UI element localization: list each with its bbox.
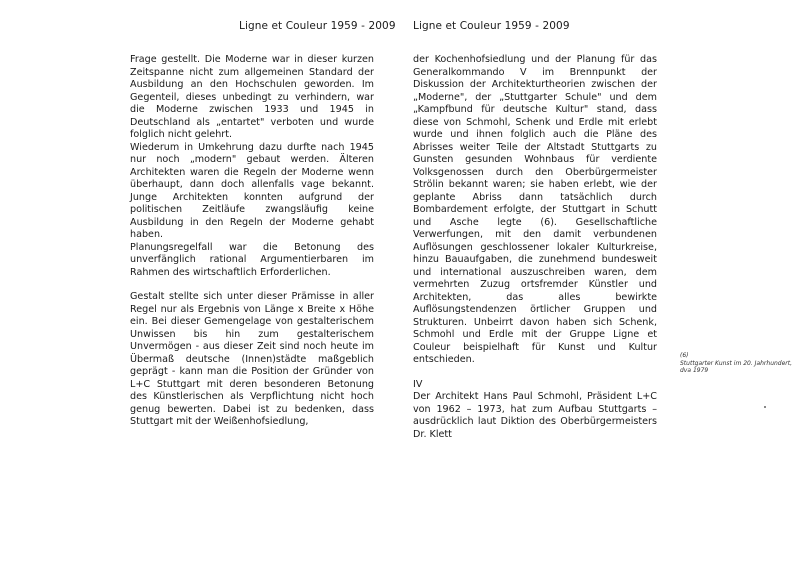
footnote-line: dva 1979 bbox=[680, 367, 709, 374]
paragraph: Der Architekt Hans Paul Schmohl, Präsident L+C von 1962 – 1973, hat zum Aufbau Stuttgarts – ausdrücklich laut Diktion des Oberbürgermeisters Dr. Klett bbox=[413, 391, 657, 440]
running-header-right: Ligne et Couleur 1959 - 2009 bbox=[413, 20, 570, 32]
paragraph: der Kochenhofsiedlung und der Planung für das Generalkommando V im Brennpunkt der Diskussion der Architekturtheorien zwischen der „Moderne", der „Stuttgarter Schule" und dem „Kampfbund für deutsche Kultur" stand, dass diese von Schmohl, Schenk und Erdle mit erlebt wurde und ihnen folglich auch die Pläne des Abrisses weiter Teile der Altstadt Stuttgarts zu Gunsten gesunden Wohnbaus für verdiente Volksgenossen durch den Oberbürgermeister Strölin bekannt waren; sie haben erlebt, wie der geplante Abriss dann tatsächlich durch Bombardement erfolgte, der Stuttgart in Schutt und Asche legte (6). Gesellschaftliche Verwerfungen, mit den damit verbundenen Auflösungen geschlossener lokaler Kulturkreise, hinzu Bauaufgaben, die zunehmend bundesweit und international auszuschreiben waren, dem vermehrten Zuzug ortsfremder Künstler und Architekten, das alles bewirkte Auflösungstendenzen örtlicher Gruppen und Strukturen. Unbeirrt davon haben sich Schenk, Schmohl und Erdle mit der Gruppe Ligne et Couleur beispielhaft für Kunst und Kultur entschieden. bbox=[413, 54, 657, 365]
section-label: IV bbox=[413, 378, 423, 390]
running-header-left: Ligne et Couleur 1959 - 2009 bbox=[239, 20, 396, 32]
right-text-column bbox=[413, 54, 657, 441]
scan-speck bbox=[764, 406, 766, 408]
left-text-column bbox=[130, 54, 374, 429]
paragraph: Gestalt stellte sich unter dieser Prämisse in aller Regel nur als Ergebnis von Länge x Breite x Höhe ein. Bei dieser Gemengelage von gestalterischem Unwissen bis hin zum gestalterischem Unvermögen - aus dieser Zeit sind noch heute im Übermaß deutsche (Innen)städte maßgeblich geprägt - kann man die Position der Gründer von L+C Stuttgart mit deren besonderen Betonung des Künstlerischen als Verpflichtung nicht hoch genug bewerten. Dabei ist zu bedenken, dass Stuttgart mit der Weißenhofsiedlung, bbox=[130, 291, 374, 427]
footnote-line: Stuttgarter Kunst im 20. Jahrhundert, bbox=[680, 359, 793, 367]
footnote-number: (6) bbox=[680, 352, 689, 359]
paragraph: Wiederum in Umkehrung dazu durfte nach 1945 nur noch „modern" gebaut werden. Älteren Architekten waren die Regeln der Moderne wenn überhaupt, dann doch allenfalls vage bekannt. Junge Architekten konnten aufgrund der politischen Zeitläufe zwangsläufig keine Ausbildung in den Regeln der Moderne gehabt haben. bbox=[130, 141, 374, 240]
paragraph: Planungsregelfall war die Betonung des unverfänglich rational Argumentierbaren im Rahmen des wirtschaftlich Erforderlichen. bbox=[130, 241, 374, 278]
footnote bbox=[680, 352, 795, 375]
paragraph: Frage gestellt. Die Moderne war in dieser kurzen Zeitspanne nicht zum allgemeinen Standard der Ausbildung an den Hochschulen geworden. Im Gegenteil, dieses unbedingt zu verhindern, war die Moderne zwischen 1933 und 1945 in Deutschland als „entartet" verboten und wurde folglich nicht gelehrt. bbox=[130, 54, 374, 140]
